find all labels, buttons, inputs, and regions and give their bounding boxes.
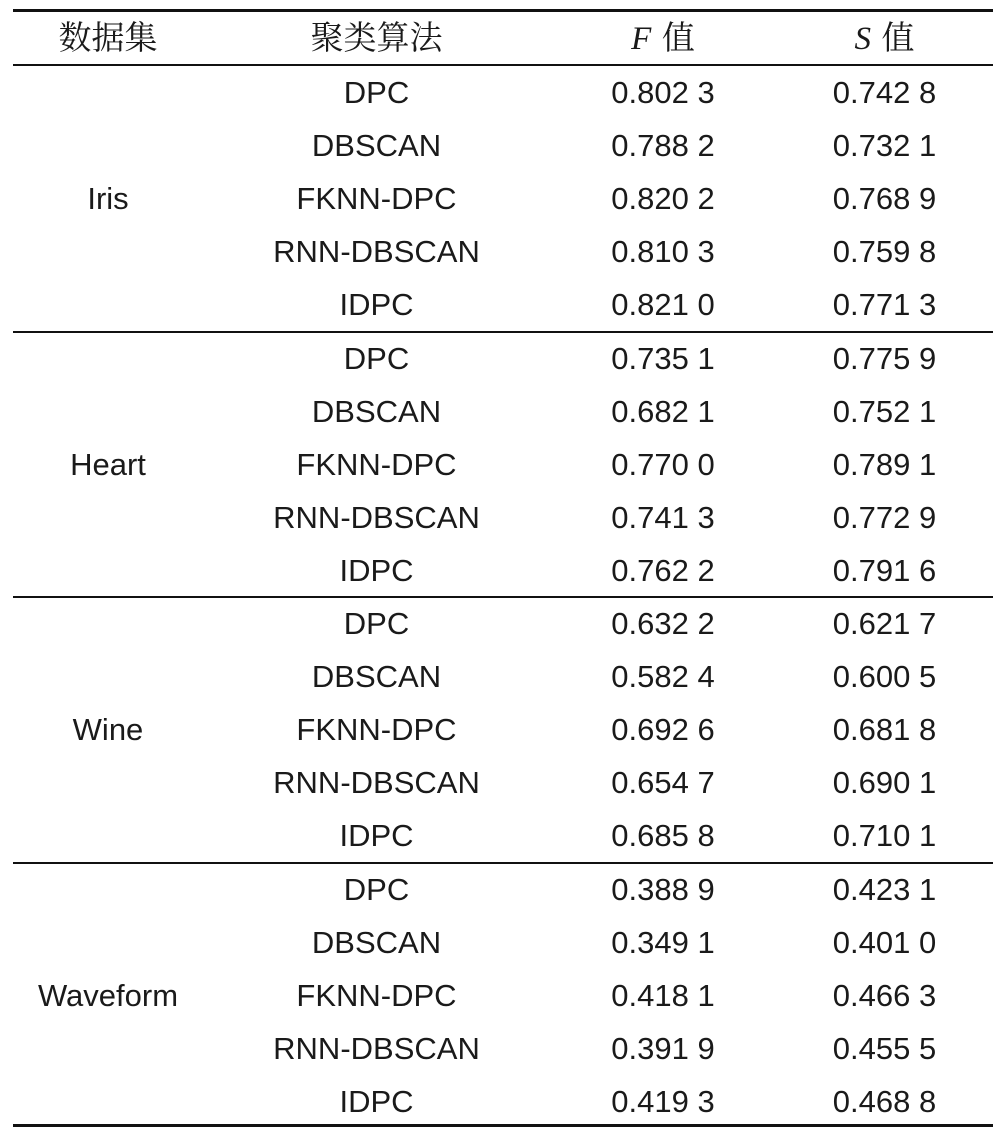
f-value-cell: 0.685 8 <box>611 818 715 854</box>
s-value-cell: 0.732 1 <box>832 128 937 164</box>
f-value-cell: 0.810 3 <box>611 234 715 270</box>
header-s-value <box>776 12 993 64</box>
header-s-symbol: S <box>854 21 871 57</box>
algorithm-cell: FKNN-DPC <box>296 712 457 748</box>
header-f-symbol: F <box>631 21 652 57</box>
algorithm-cell: IDPC <box>339 552 414 588</box>
f-value-cell: 0.741 3 <box>611 499 715 535</box>
f-value-cell: 0.762 2 <box>611 552 715 588</box>
algorithm-cell: IDPC <box>339 1083 414 1119</box>
s-value-cell: 0.768 9 <box>832 181 937 217</box>
f-value-cell: 0.632 2 <box>611 606 715 641</box>
f-value-cell: 0.788 2 <box>611 128 715 164</box>
dataset-label: Wine <box>72 712 144 748</box>
f-value-cell: 0.388 9 <box>611 871 715 907</box>
algorithm-cell: RNN-DBSCAN <box>273 499 480 535</box>
algorithm-cell: IDPC <box>339 287 414 323</box>
algorithm-cell: DPC <box>343 871 410 907</box>
algorithm-cell: RNN-DBSCAN <box>273 1030 480 1066</box>
s-value-cell: 0.791 6 <box>832 552 937 588</box>
table-bottom-rule <box>13 1124 993 1127</box>
s-value-cell: 0.752 1 <box>832 393 937 429</box>
f-value-cell: 0.820 2 <box>611 181 715 217</box>
s-value-cell: 0.759 8 <box>832 234 937 270</box>
s-value-cell: 0.775 9 <box>832 340 937 376</box>
f-value-cell: 0.802 3 <box>611 75 715 110</box>
f-value-cell: 0.682 1 <box>611 393 715 429</box>
f-value-cell: 0.391 9 <box>611 1030 715 1066</box>
header-f-value <box>550 12 776 64</box>
f-value-cell: 0.654 7 <box>611 765 715 801</box>
s-value-cell: 0.681 8 <box>832 712 937 748</box>
s-value-cell: 0.600 5 <box>832 659 937 695</box>
s-value-cell: 0.742 8 <box>832 75 937 110</box>
header-dataset: 数据集 <box>58 18 158 57</box>
s-value-cell: 0.690 1 <box>832 765 937 801</box>
s-value-cell: 0.401 0 <box>832 924 937 960</box>
f-value-cell: 0.349 1 <box>611 924 715 960</box>
algorithm-cell: DPC <box>343 606 410 641</box>
s-value-cell: 0.455 5 <box>832 1030 937 1066</box>
f-value-cell: 0.735 1 <box>611 340 715 376</box>
algorithm-cell: DPC <box>343 340 410 376</box>
dataset-label: Waveform <box>37 977 179 1013</box>
s-value-cell: 0.466 3 <box>832 977 937 1013</box>
algorithm-cell: DBSCAN <box>311 659 442 695</box>
s-value-cell: 0.468 8 <box>832 1083 937 1119</box>
f-value-cell: 0.770 0 <box>611 446 715 482</box>
header-f-suffix: 值 <box>651 18 695 57</box>
s-value-cell: 0.423 1 <box>832 871 937 907</box>
f-value-cell: 0.821 0 <box>611 287 715 323</box>
s-value-cell: 0.771 3 <box>832 287 937 323</box>
f-value-cell: 0.419 3 <box>611 1083 715 1119</box>
algorithm-cell: RNN-DBSCAN <box>273 234 480 270</box>
f-value-cell: 0.582 4 <box>611 659 715 695</box>
dataset-label: Iris <box>87 181 129 217</box>
s-value-cell: 0.710 1 <box>832 818 937 854</box>
algorithm-cell: IDPC <box>339 818 414 854</box>
header-s-suffix: 值 <box>871 18 915 57</box>
dataset-label: Heart <box>70 446 146 482</box>
algorithm-cell: DPC <box>343 75 410 110</box>
f-value-cell: 0.418 1 <box>611 977 715 1013</box>
f-value-cell: 0.692 6 <box>611 712 715 748</box>
algorithm-cell: FKNN-DPC <box>296 977 457 1013</box>
algorithm-cell: FKNN-DPC <box>296 181 457 217</box>
algorithm-cell: DBSCAN <box>311 128 442 164</box>
s-value-cell: 0.621 7 <box>832 606 937 641</box>
header-algorithm: 聚类算法 <box>310 18 443 57</box>
algorithm-cell: FKNN-DPC <box>296 446 457 482</box>
s-value-cell: 0.789 1 <box>832 446 937 482</box>
s-value-cell: 0.772 9 <box>832 499 937 535</box>
algorithm-cell: RNN-DBSCAN <box>273 765 480 801</box>
algorithm-cell: DBSCAN <box>311 924 442 960</box>
algorithm-cell: DBSCAN <box>311 393 442 429</box>
